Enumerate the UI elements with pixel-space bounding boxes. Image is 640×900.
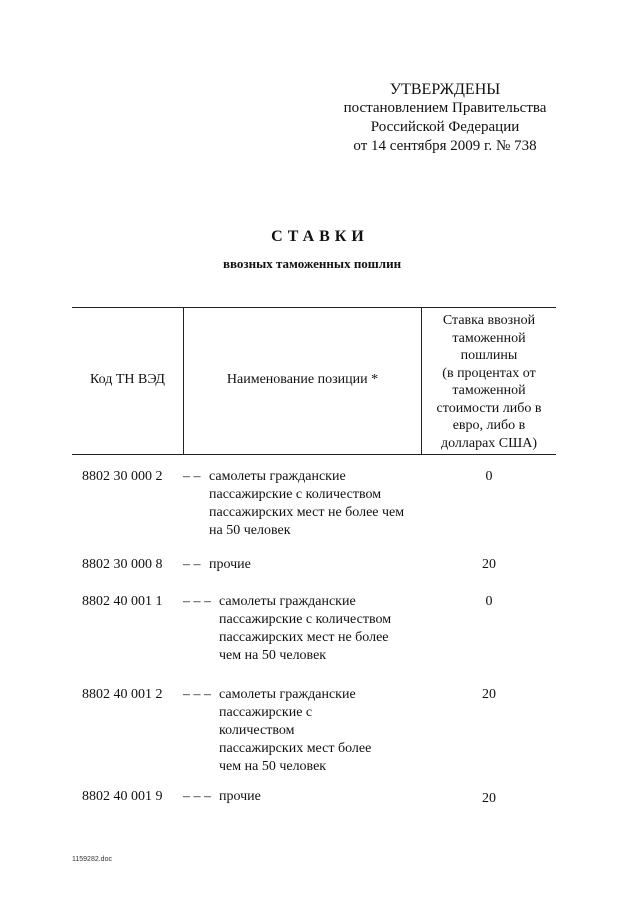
row-code: 8802 40 001 9 (82, 789, 163, 804)
row-code: 8802 30 000 8 (82, 557, 163, 572)
document-subtitle: ввозных таможенных пошлин (222, 256, 402, 271)
row-rate: 20 (482, 687, 496, 702)
header-rate (422, 312, 556, 452)
header-rate-line: таможенной (452, 330, 526, 346)
header-rate-line: (в процентах от (442, 365, 536, 381)
row-name (219, 686, 371, 776)
document-title: СТАВКИ (271, 228, 369, 245)
approval-line-2: Российской Федерации (370, 119, 520, 135)
table-row (72, 593, 556, 686)
row-rate: 0 (485, 594, 493, 609)
row-name-line: самолеты гражданские (219, 687, 356, 702)
row-name-line: чем на 50 человек (219, 648, 327, 663)
row-name-line: прочие (209, 557, 251, 572)
approval-line-1: постановлением Правительства (343, 100, 547, 116)
row-name-line: чем на 50 человек (219, 759, 327, 774)
row-name-line: самолеты гражданские (219, 594, 356, 609)
row-name-line: на 50 человек (209, 523, 291, 538)
row-dash: – – (183, 557, 201, 572)
row-rate: 0 (485, 469, 493, 484)
file-reference: 1159282.doc (72, 856, 112, 863)
row-name-line: прочие (219, 789, 261, 804)
row-rate: 20 (482, 557, 496, 572)
header-rate-line: евро, либо в (452, 418, 526, 433)
row-name-line: самолеты гражданские (209, 469, 346, 484)
table-row (72, 788, 556, 812)
row-dash: – – – (183, 594, 211, 609)
table-row (72, 468, 556, 556)
row-dash: – – (183, 469, 201, 484)
row-name-line: пассажирские с количеством (209, 487, 382, 502)
table-header (72, 307, 556, 455)
row-code: 8802 40 001 2 (82, 687, 163, 702)
row-name-line: количеством (219, 723, 295, 738)
row-code: 8802 40 001 1 (82, 594, 163, 609)
row-name-line: пассажирских мест не более (219, 630, 389, 645)
approval-block (330, 80, 560, 156)
header-code: Код ТН ВЭД (90, 372, 165, 387)
header-rate-line: пошлины (460, 348, 518, 363)
table-body (72, 468, 556, 812)
row-dash: – – – (183, 687, 211, 702)
row-name (209, 468, 404, 540)
header-rate-line: Ставка ввозной (442, 313, 536, 328)
row-name-line: пассажирских мест более (219, 741, 372, 756)
header-rate-line: таможенной (452, 383, 526, 398)
table-row (72, 686, 556, 788)
row-name-line: пассажирских мест не более чем (209, 505, 405, 520)
row-name-line: пассажирские с количеством (219, 612, 392, 627)
approval-line-3: от 14 сентября 2009 г. № 738 (353, 138, 537, 154)
header-rate-line: стоимости либо в (436, 400, 542, 416)
row-name-line: пассажирские с (219, 705, 313, 720)
header-rate-line: долларах США) (440, 435, 538, 451)
row-dash: – – – (183, 789, 211, 804)
row-rate: 20 (482, 791, 496, 806)
table-row (72, 556, 556, 593)
row-name (209, 556, 251, 574)
header-name: Наименование позиции * (226, 372, 379, 387)
row-name (219, 593, 391, 665)
row-name (219, 788, 261, 806)
row-code: 8802 30 000 2 (82, 469, 163, 484)
approval-heading: УТВЕРЖДЕНЫ (389, 81, 501, 98)
